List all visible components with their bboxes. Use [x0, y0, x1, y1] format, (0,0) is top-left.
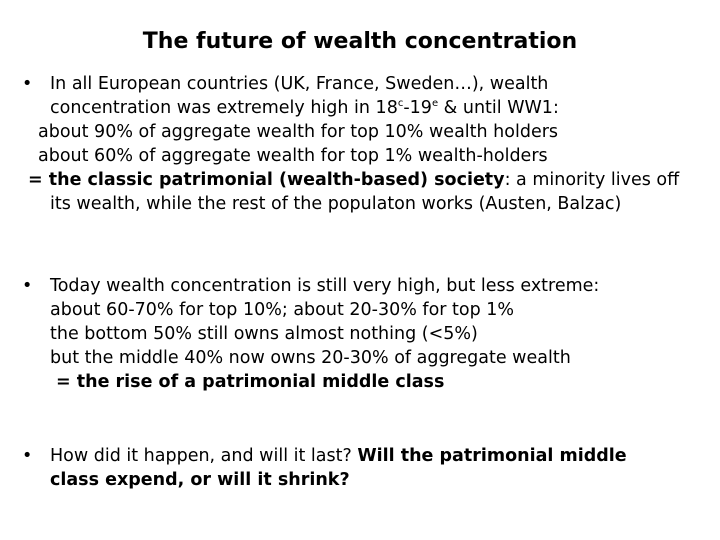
p2-line-3: the bottom 50% still owns almost nothing (<5%)	[50, 324, 478, 344]
p2-line-4: but the middle 40% now owns 20-30% of aggregate wealth	[50, 348, 571, 368]
p1-line-3: about 90% of aggregate wealth for top 10% wealth holders	[38, 122, 559, 142]
p3-line-1: How did it happen, and will it last? Will the patrimonial middle	[50, 446, 627, 466]
p3-line-2: class expend, or will it shrink?	[50, 470, 350, 490]
p1-line-5: = the classic patrimonial (wealth-based) society: a minority lives off	[28, 170, 680, 190]
rise-of-middle-class: = the rise of a patrimonial middle class	[56, 372, 445, 392]
p1-line-6: its wealth, while the rest of the populaton works (Austen, Balzac)	[50, 194, 622, 214]
p2-line-2: about 60-70% for top 10%; about 20-30% for top 1%	[50, 300, 515, 320]
p1-line-2: concentration was extremely high in 18$^c$-19e & until WW1:	[50, 98, 559, 118]
bullet-2-icon: •	[22, 276, 33, 296]
bullet-3-icon: •	[22, 446, 33, 466]
p1-line-1: In all European countries (UK, France, Sweden…), wealth	[50, 74, 549, 94]
p1-line-4: about 60% of aggregate wealth for top 1% wealth-holders	[38, 146, 548, 166]
p2-line-5	[56, 370, 444, 394]
classic-patrimonial-society: = the classic patrimonial (wealth-based) society	[28, 170, 505, 190]
p2-line-1: Today wealth concentration is still very high, but less extreme:	[50, 276, 600, 296]
bullet-1-icon: •	[22, 74, 33, 94]
slide-title: The future of wealth concentration	[142, 29, 578, 54]
